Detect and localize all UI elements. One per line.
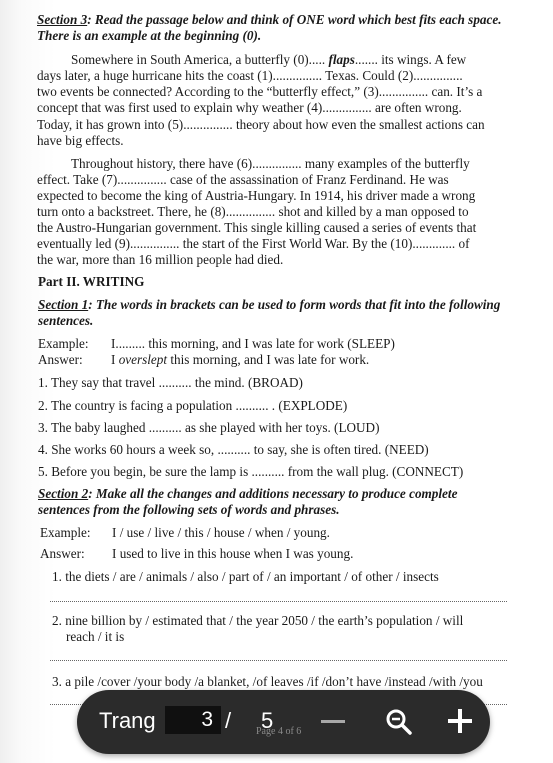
exercise-item: 5. Before you begin, be sure the lamp is .......... from the wall plug. (CONNECT) bbox=[38, 464, 464, 479]
passage-line: Today, it has grown into (5)............... theory about how even the smallest actions can bbox=[37, 117, 485, 132]
example-label: Example: bbox=[40, 525, 91, 540]
section2-heading: Section 2: Make all the changes and additions necessary to produce complete bbox=[38, 486, 458, 501]
passage-line: turn onto a backstreet. There, he (8)............... shot and killed by a man opposed to bbox=[37, 204, 469, 219]
section1-heading: Section 1: The words in brackets can be used to form words that fit into the following bbox=[38, 297, 501, 312]
exercise-item: 3. a pile /cover /your body /a blanket, /of leaves /if /don’t have /instead /with /you bbox=[52, 674, 483, 689]
passage-line: the Austro-Hungarian government. This single killing caused a series of events that bbox=[37, 220, 477, 235]
part-title: Part II. WRITING bbox=[38, 274, 145, 289]
current-page-input[interactable]: 3 bbox=[165, 706, 221, 734]
answer-line bbox=[50, 601, 507, 602]
section3-heading: Section 3: Read the passage below and think of ONE word which best fits each space. bbox=[37, 12, 502, 27]
passage-line: days later, a huge hurricane hits the coast (1)............... Texas. Could (2)............... bbox=[37, 68, 463, 83]
exercise-item-continued: reach / it is bbox=[66, 629, 125, 644]
example-label: Example: bbox=[38, 336, 89, 351]
section2-heading-line2: sentences from the following sets of words and phrases. bbox=[38, 502, 340, 517]
passage-line: concept that was first used to explain why weather (4)............... are often wrong. bbox=[37, 100, 462, 115]
passage-line: two events be connected? According to the “butterfly effect,” (3)............... can. It’s a bbox=[37, 84, 483, 99]
zoom-out-icon[interactable] bbox=[321, 720, 345, 723]
page-separator: / bbox=[225, 708, 232, 733]
passage-line: expected to become the king of Austria-Hungary. In 1914, his driver made a wrong bbox=[37, 188, 476, 203]
example-text: I......... this morning, and I was late for work (SLEEP) bbox=[111, 336, 395, 351]
answer-text: I overslept this morning, and I was late for work. bbox=[111, 352, 370, 367]
total-pages: 5 bbox=[261, 708, 274, 733]
example-text: I / use / live / this / house / when / young. bbox=[112, 525, 330, 540]
exercise-item: 1. the diets / are / animals / also / part of / an important / of other / insects bbox=[52, 569, 439, 584]
passage-line: effect. Take (7)............... case of the assassination of Franz Ferdinand. He was bbox=[37, 172, 449, 187]
exercise-item: 2. The country is facing a population .......... . (EXPLODE) bbox=[38, 398, 348, 413]
page-toolbar bbox=[77, 690, 490, 754]
zoom-in-icon[interactable] bbox=[385, 708, 413, 736]
passage-line: the war, more than 16 million people had died. bbox=[37, 252, 284, 267]
answer-label: Answer: bbox=[38, 352, 83, 367]
exercise-item: 4. She works 60 hours a week so, .......... to say, she is often tired. (NEED) bbox=[38, 442, 429, 457]
exercise-item: 1. They say that travel .......... the mind. (BROAD) bbox=[38, 375, 303, 390]
exercise-item: 3. The baby laughed .......... as she played with her toys. (LOUD) bbox=[38, 420, 380, 435]
passage-line: Throughout history, there have (6)............... many examples of the butterfly bbox=[71, 156, 470, 171]
answer-text: I used to live in this house when I was young. bbox=[112, 546, 354, 561]
page-label: Trang bbox=[99, 708, 156, 733]
exercise-item: 2. nine billion by / estimated that / the year 2050 / the earth’s population / will bbox=[52, 613, 464, 628]
answer-line bbox=[50, 660, 507, 661]
answer-label: Answer: bbox=[40, 546, 85, 561]
passage-line: Somewhere in South America, a butterfly (0)..... flaps....... its wings. A few bbox=[71, 52, 467, 67]
example-answer: flaps bbox=[328, 52, 355, 67]
plus-icon[interactable] bbox=[448, 709, 472, 733]
page-footer-text: Page 4 of 6 bbox=[256, 726, 302, 737]
section1-heading-line2: sentences. bbox=[38, 313, 94, 328]
section3-heading-line2: There is an example at the beginning (0). bbox=[37, 28, 262, 43]
passage-line: have big effects. bbox=[37, 133, 124, 148]
passage-line: eventually led (9)............... the start of the First World War. By the (10)............. of bbox=[37, 236, 470, 251]
